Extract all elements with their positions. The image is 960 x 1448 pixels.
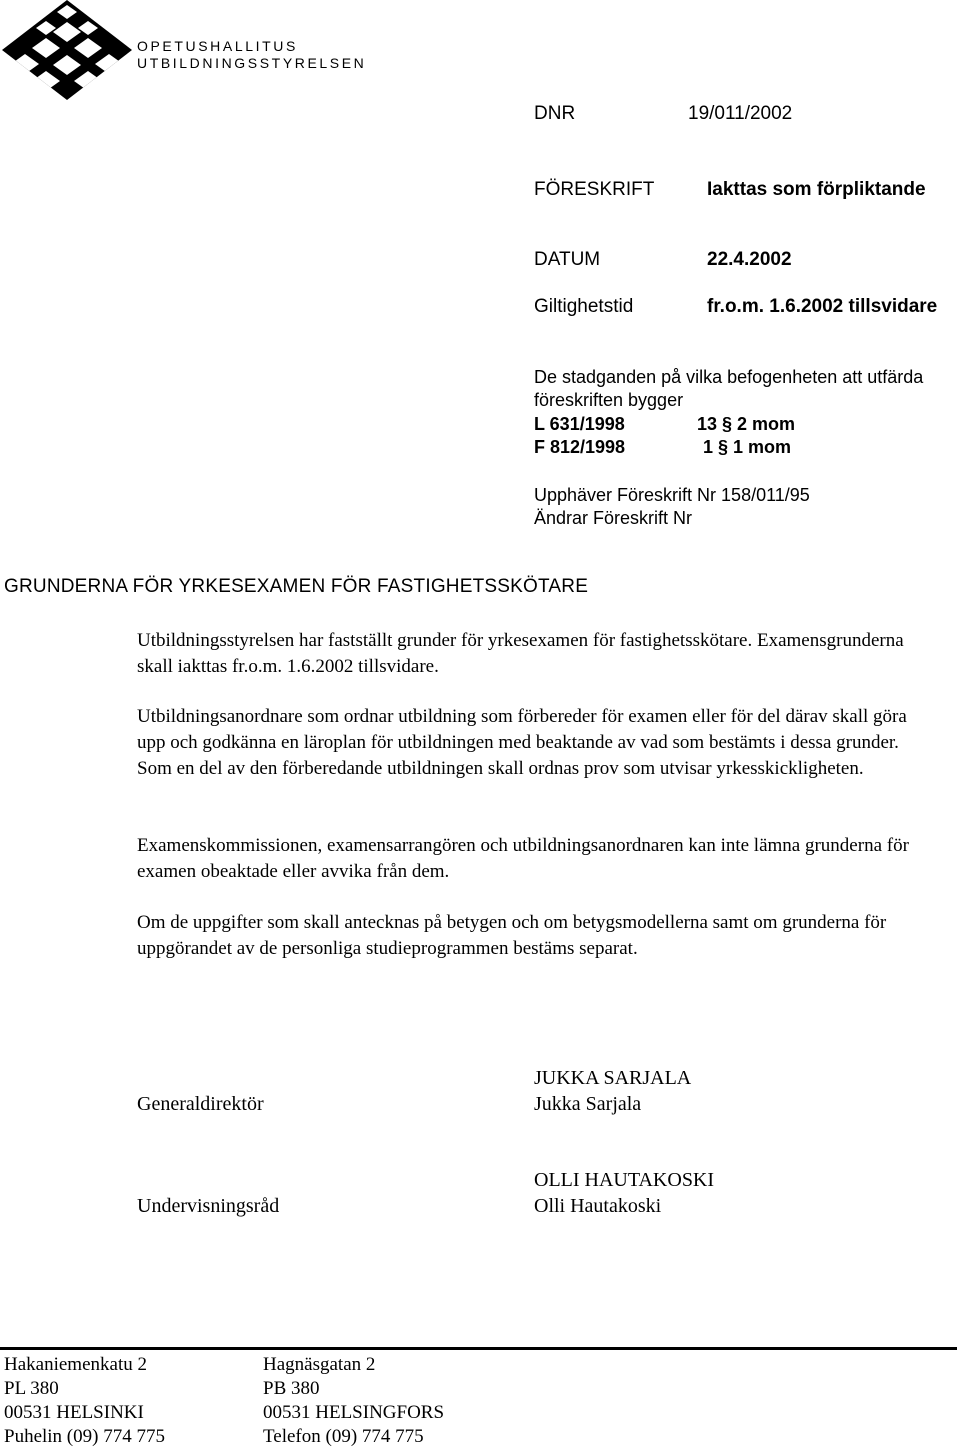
document-type-label: FÖRESKRIFT — [534, 179, 655, 200]
paragraph-2: Utbildningsanordnare som ordnar utbildning som förbereder för examen eller för del därav skall göra upp och godkänna en läroplan för utbildningen med beaktande av vad som bestämts i dessa grunder. Som en del av den förberedande utbildningen skall ordnas prov som utvisar yrkesskickligheten. — [137, 706, 907, 779]
amends-note: Ändrar Föreskrift Nr — [534, 508, 693, 528]
organization-logo — [2, 0, 132, 100]
footer-address-swedish — [263, 1353, 444, 1448]
dnr-label: DNR — [534, 103, 576, 124]
organization-name-swedish: UTBILDNINGSSTYRELSEN — [137, 55, 367, 71]
validity-value: fr.o.m. 1.6.2002 tillsvidare — [707, 296, 938, 317]
document-title: GRUNDERNA FÖR YRKESEXAMEN FÖR FASTIGHETSSKÖTARE — [4, 576, 589, 597]
signatory-name-upper-2: OLLI HAUTAKOSKI — [534, 1169, 715, 1191]
footer-phone-sv: Telefon (09) 774 775 — [263, 1426, 424, 1447]
date-label: DATUM — [534, 249, 601, 270]
authority-law-2: F 812/1998 — [534, 437, 626, 457]
date-value: 22.4.2002 — [707, 249, 792, 270]
footer-street-fi: Hakaniemenkatu 2 — [4, 1354, 147, 1375]
footer-address-finnish — [4, 1353, 165, 1448]
footer-divider — [0, 1347, 957, 1350]
footer-postcode-sv: 00531 HELSINGFORS — [263, 1402, 445, 1423]
dnr-value: 19/011/2002 — [688, 103, 793, 124]
organization-name — [137, 38, 366, 72]
footer-pobox-sv: PB 380 — [263, 1378, 320, 1399]
footer-street-sv: Hagnäsgatan 2 — [263, 1354, 376, 1375]
repeals-note: Upphäver Föreskrift Nr 158/011/95 — [534, 485, 810, 505]
authority-section-1: 13 § 2 mom — [697, 414, 796, 434]
signatory-title-1: Generaldirektör — [137, 1093, 264, 1115]
authority-law-1: L 631/1998 — [534, 414, 625, 434]
paragraph-1: Utbildningsstyrelsen har fastställt grunder för yrkesexamen för fastighetsskötare. Examensgrunderna skall iakttas fr.o.m. 1.6.2002 tillsvidare. — [137, 630, 904, 677]
authority-intro: De stadganden på vilka befogenheten att utfärda föreskriften bygger — [534, 367, 924, 410]
paragraph-3: Examenskommissionen, examensarrangören och utbildningsanordnaren kan inte lämna grunderna för examen obeaktade eller avvika från dem. — [137, 835, 909, 882]
signatory-title-2: Undervisningsråd — [137, 1195, 280, 1217]
paragraph-4: Om de uppgifter som skall antecknas på betygen och om betygsmodellerna samt om grunderna för uppgörandet av de personliga studieprogrammen bestäms separat. — [137, 912, 887, 959]
signatory-name-upper-1: JUKKA SARJALA — [534, 1067, 692, 1089]
footer-postcode-fi: 00531 HELSINKI — [4, 1402, 144, 1423]
organization-name-finnish: OPETUSHALLITUS — [137, 38, 298, 54]
document-type-value: Iakttas som förpliktande — [707, 179, 926, 200]
footer-phone-fi: Puhelin (09) 774 775 — [4, 1426, 165, 1447]
authority-section-2: 1 § 1 mom — [703, 437, 792, 457]
footer-pobox-fi: PL 380 — [4, 1378, 59, 1399]
validity-label: Giltighetstid — [534, 296, 634, 317]
signatory-name-2: Olli Hautakoski — [534, 1195, 662, 1217]
signatory-name-1: Jukka Sarjala — [534, 1093, 642, 1115]
